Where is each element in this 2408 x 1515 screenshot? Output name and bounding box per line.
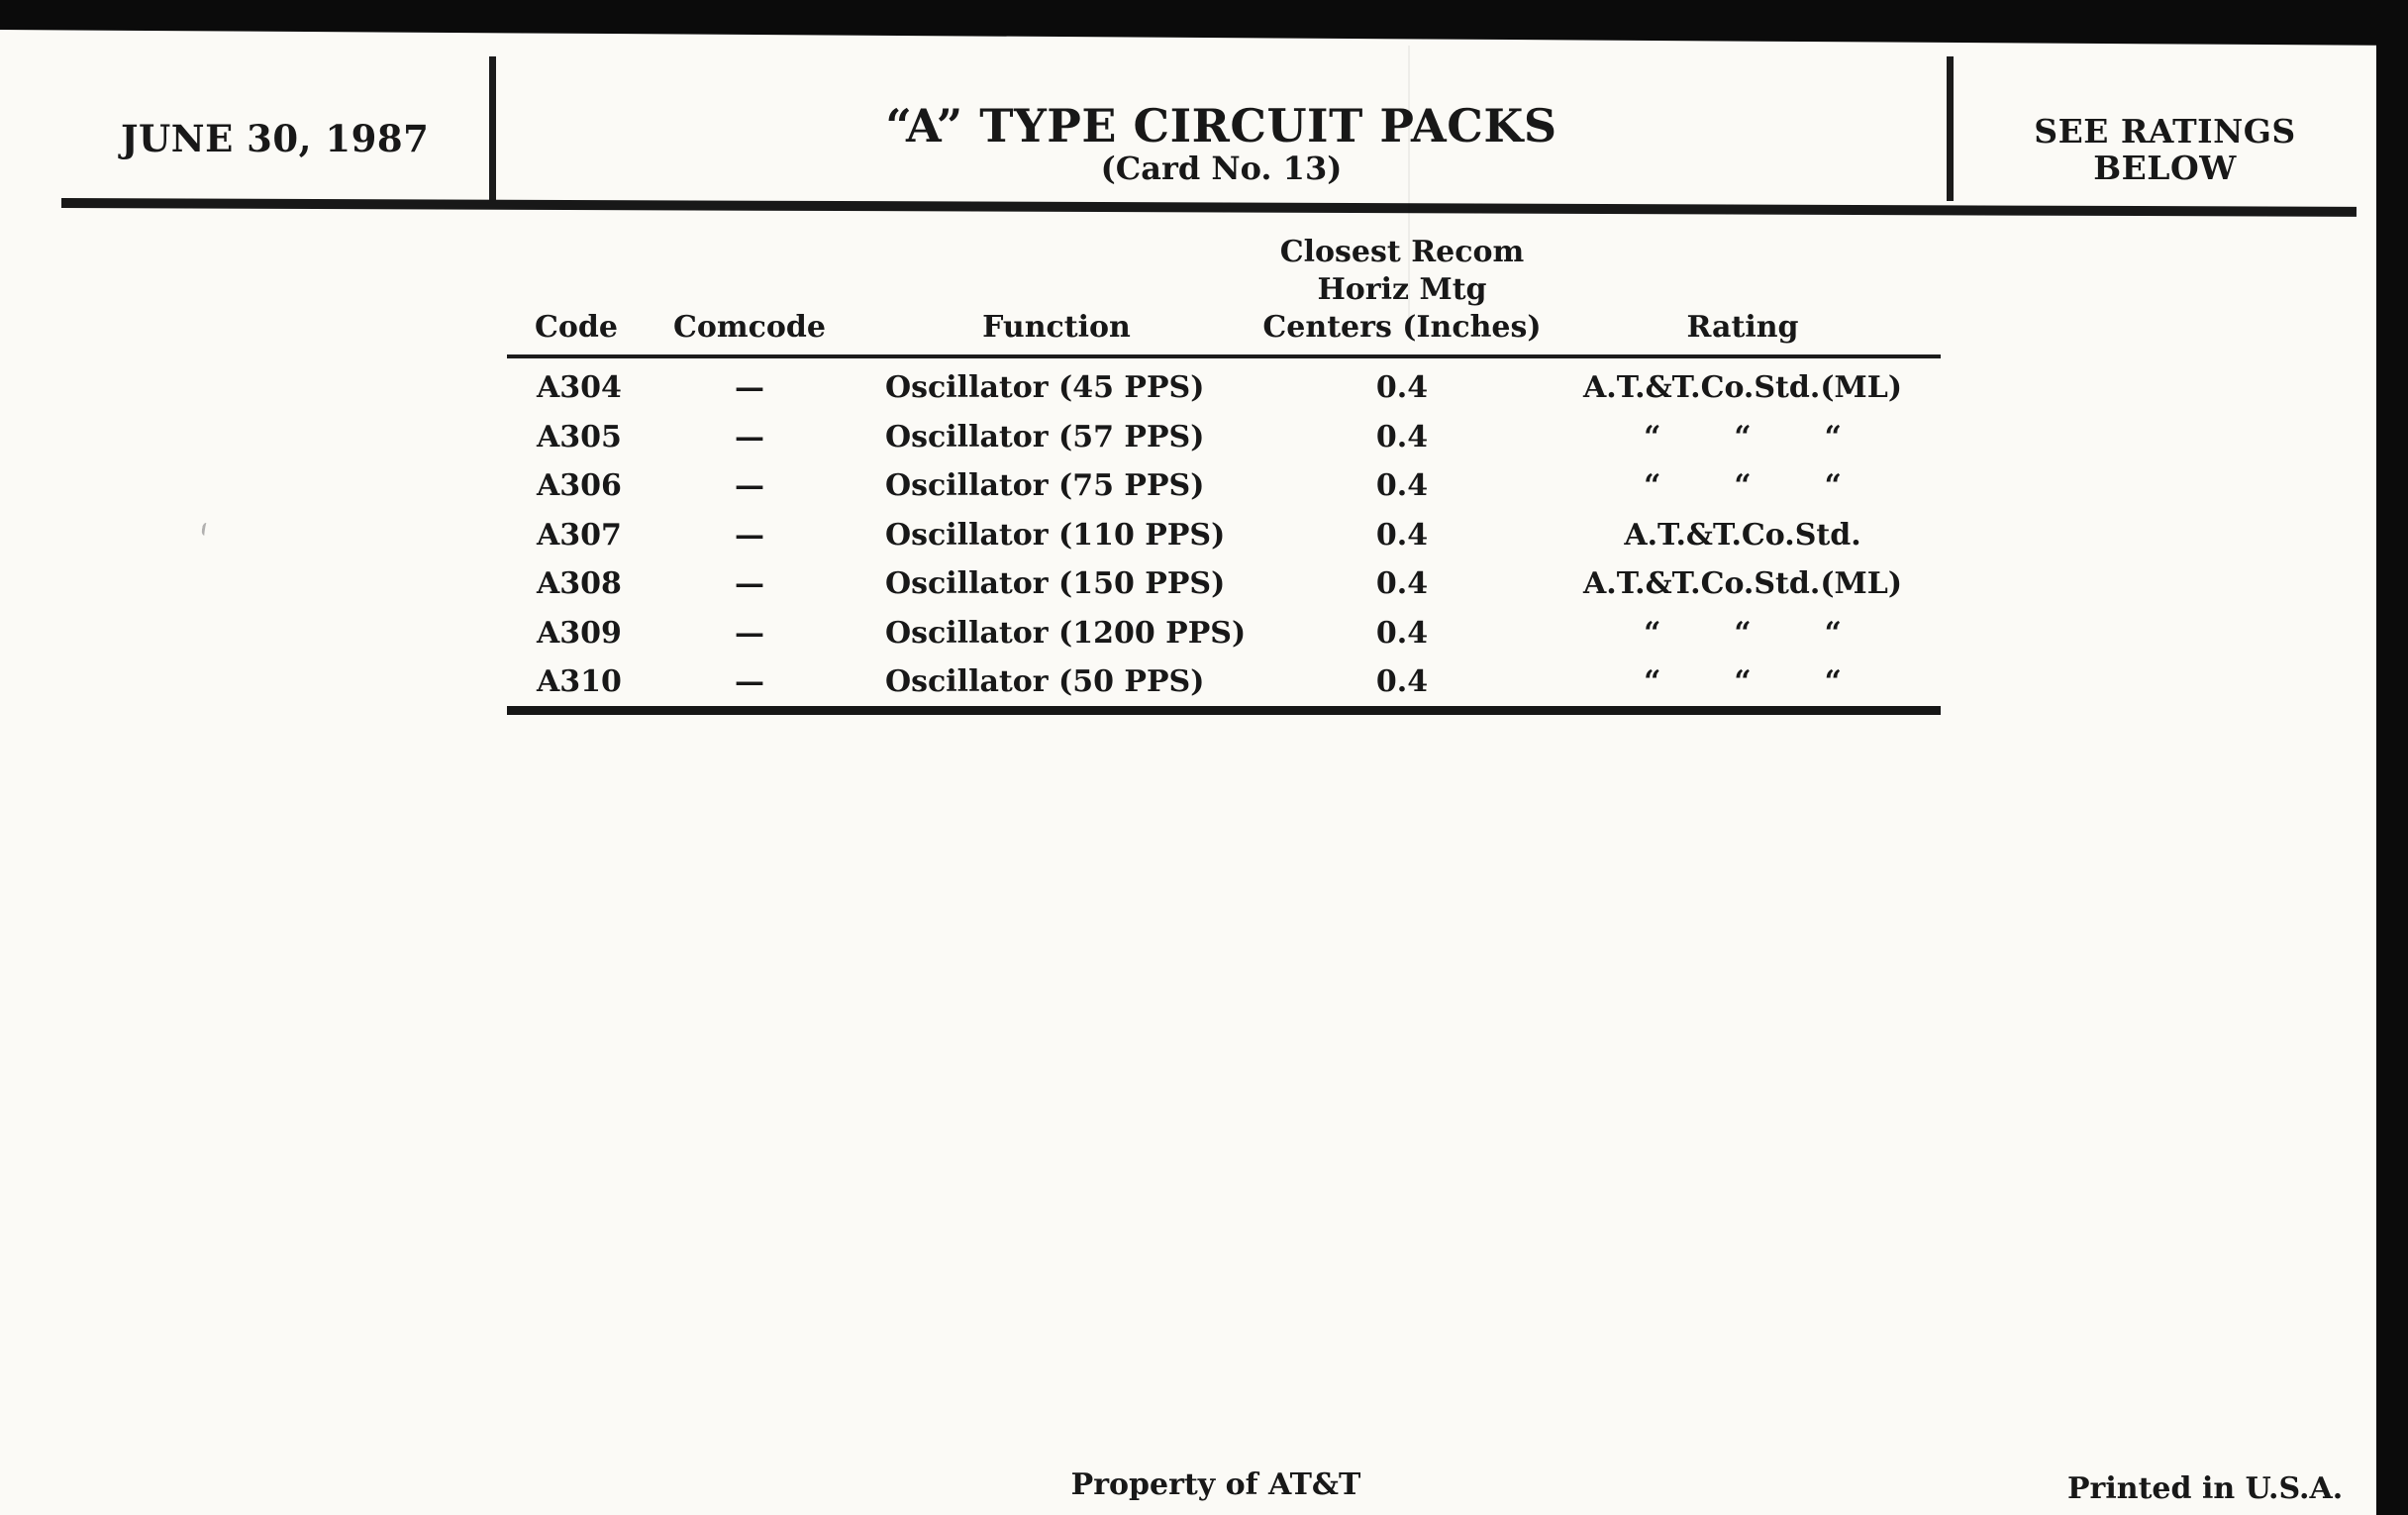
table-row — [507, 363, 1941, 413]
ditto-mark: “ — [1734, 419, 1752, 454]
column-header-comcode: Comcode — [673, 310, 826, 345]
ditto-mark: “ — [1734, 468, 1752, 504]
cell-function: Oscillator (57 PPS) — [885, 419, 1205, 454]
cell-comcode: — — [735, 419, 764, 454]
cell-centers: 0.4 — [1375, 566, 1429, 602]
cell-centers: 0.4 — [1375, 468, 1429, 504]
cell-function: Oscillator (45 PPS) — [885, 370, 1205, 406]
ditto-mark: “ — [1644, 468, 1661, 504]
ratings-note-line2: BELOW — [2093, 149, 2237, 187]
ratings-note — [1954, 113, 2376, 186]
header-rule — [61, 198, 2357, 217]
card-title: “A” TYPE CIRCUIT PACKS — [885, 99, 1557, 152]
table-row — [507, 657, 1941, 707]
ditto-mark: “ — [1734, 615, 1752, 651]
cell-code: A305 — [537, 419, 622, 454]
table-row — [507, 461, 1941, 511]
table-header-rule — [507, 354, 1941, 358]
ditto-mark: “ — [1824, 468, 1842, 504]
cell-code: A306 — [537, 468, 622, 504]
cell-rating — [1545, 616, 1941, 651]
scan-speck — [201, 523, 210, 537]
cell-rating: A.T.&T.Co.Std.(ML) — [1582, 370, 1903, 406]
ditto-mark: “ — [1734, 664, 1752, 700]
header-divider-right — [1947, 56, 1954, 201]
scan-edge-right — [2376, 0, 2408, 1515]
cell-function: Oscillator (50 PPS) — [885, 664, 1205, 700]
cell-rating — [1545, 664, 1941, 699]
ditto-mark: “ — [1824, 615, 1842, 651]
cell-rating — [1545, 468, 1941, 503]
table-header-row — [507, 228, 1941, 347]
cell-code: A309 — [537, 615, 622, 651]
table-row — [507, 609, 1941, 658]
title-block — [496, 101, 1947, 186]
card-subtitle: (Card No. 13) — [1100, 150, 1343, 187]
table-body — [507, 363, 1941, 707]
cell-function: Oscillator (75 PPS) — [885, 468, 1205, 504]
table-row — [507, 559, 1941, 609]
footer-printed-note: Printed in U.S.A. — [2067, 1471, 2344, 1506]
cell-rating: A.T.&T.Co.Std.(ML) — [1582, 566, 1903, 602]
cell-comcode: — — [735, 468, 764, 504]
cell-rating: A.T.&T.Co.Std. — [1624, 517, 1861, 553]
table-bottom-rule — [507, 706, 1941, 715]
column-header-code: Code — [535, 310, 618, 345]
circuit-pack-table — [507, 228, 1941, 733]
ratings-note-line1: SEE RATINGS — [2034, 112, 2296, 151]
column-header-function: Function — [982, 310, 1131, 345]
cell-function: Oscillator (1200 PPS) — [885, 615, 1247, 651]
ditto-mark: “ — [1824, 664, 1842, 700]
scan-crease — [1408, 46, 1410, 318]
cell-centers: 0.4 — [1375, 664, 1429, 700]
cell-function: Oscillator (150 PPS) — [885, 566, 1226, 602]
column-header-rating: Rating — [1686, 310, 1799, 345]
cell-code: A307 — [537, 517, 622, 553]
column-header-centers — [1259, 234, 1545, 347]
header-divider-left — [489, 56, 496, 201]
table-row — [507, 511, 1941, 560]
footer-property-note: Property of AT&T — [1070, 1467, 1361, 1502]
table-row — [507, 413, 1941, 462]
cell-centers: 0.4 — [1375, 615, 1429, 651]
column-header-centers-line3: Centers (Inches) — [1262, 310, 1542, 345]
column-header-centers-line2: Horiz Mtg — [1317, 272, 1487, 307]
cell-centers: 0.4 — [1375, 419, 1429, 454]
ditto-mark: “ — [1644, 419, 1661, 454]
ditto-mark: “ — [1824, 419, 1842, 454]
cell-function: Oscillator (110 PPS) — [885, 517, 1226, 553]
column-header-centers-line1: Closest Recom — [1279, 235, 1525, 269]
scan-edge-top — [0, 0, 2408, 46]
cell-code: A308 — [537, 566, 622, 602]
cell-centers: 0.4 — [1375, 370, 1429, 406]
cell-centers: 0.4 — [1375, 517, 1429, 553]
cell-code: A310 — [537, 664, 622, 700]
cell-rating — [1545, 420, 1941, 454]
cell-comcode: — — [735, 517, 764, 553]
cell-comcode: — — [735, 615, 764, 651]
cell-comcode: — — [735, 370, 764, 406]
cell-code: A304 — [537, 370, 622, 406]
cell-comcode: — — [735, 566, 764, 602]
cell-comcode: — — [735, 664, 764, 700]
card-date: JUNE 30, 1987 — [121, 117, 430, 160]
ditto-mark: “ — [1644, 664, 1661, 700]
ditto-mark: “ — [1644, 615, 1661, 651]
